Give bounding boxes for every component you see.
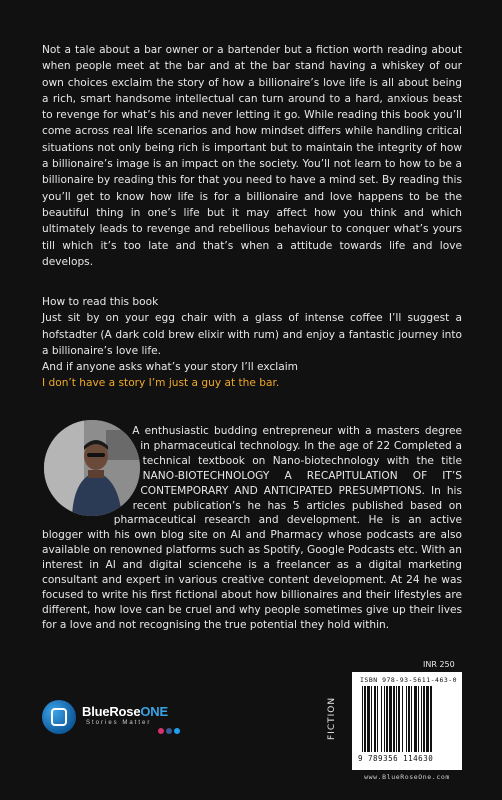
barcode-bar xyxy=(377,686,378,752)
publisher-tagline: Stories Matter xyxy=(86,720,152,726)
barcode-bar xyxy=(421,686,422,752)
barcode-bar xyxy=(367,686,370,752)
barcode-bar xyxy=(423,686,425,752)
how-to-read-body: Just sit by on your egg chair with a glass of intense coffee I’ll suggest a hofstadter (A dark cold brew elixir with rum) and enjoy a fantastic journey into a billionaire’s love life. xyxy=(42,312,462,357)
barcode-bar xyxy=(384,686,385,752)
bar-quote: I don’t have a story I’m just a guy at the bar. xyxy=(42,377,280,390)
barcode-bar xyxy=(362,686,363,752)
instagram-icon xyxy=(158,728,164,734)
author-bio xyxy=(42,424,462,633)
twitter-icon xyxy=(174,728,180,734)
isbn-label: ISBN 978-93-5611-463-0 xyxy=(360,676,458,684)
barcode-bar xyxy=(414,686,417,752)
isbn-digits: 9 789356 114630 xyxy=(358,754,434,763)
publisher-name-one: ONE xyxy=(140,704,168,719)
back-cover-blurb: Not a tale about a bar owner or a bartender but a fiction worth reading about when people meet at the bar and at the bar stand having a whiskey of our own choices exclaim the story of how a billionaire’s love life is all about being a rich, smart handsome intellectual can turn around to a hard, anxious beast to revenge for what’s his and never letting it go. While reading this book you’ll come across real life scenarios and how mindset differs while handling critical situations not only being rich is important but to maintain the integrity of how a billionaire’s image is an impact on the society. You’ll not learn to how to be a billionaire by reading this for that you need to have a mind set. By reading this you’ll get to know how life is for a billionaire and love happens to be the beautiful thing in one’s life but it may affect how you think and which ultimately leads to revenge and rebellious behaviour to conquer what’s yours till which it’s too late and that’s when a attitude towards life and love develops. xyxy=(42,44,462,268)
barcode-bar xyxy=(393,686,395,752)
barcode-bar xyxy=(364,686,366,752)
publisher-website: www.BlueRoseOne.com xyxy=(364,773,450,781)
photo-wrap-spacer xyxy=(42,424,146,514)
barcode-bar xyxy=(374,686,376,752)
publisher-name-main: BlueRose xyxy=(82,704,141,719)
barcode-bar xyxy=(381,686,382,752)
bluerose-logo-icon xyxy=(42,700,76,734)
barcode-bar xyxy=(396,686,397,752)
how-to-read-section xyxy=(42,294,462,392)
barcode-bar xyxy=(418,686,419,752)
barcode-bar xyxy=(408,686,410,752)
facebook-icon xyxy=(166,728,172,734)
how-to-read-ask: And if anyone asks what’s your story I’ll exclaim xyxy=(42,361,298,374)
social-icons xyxy=(158,728,180,734)
isbn-barcode xyxy=(352,672,462,770)
publisher-name xyxy=(82,704,168,719)
publisher-logo xyxy=(42,698,182,738)
barcode-bar xyxy=(371,686,372,752)
barcode-bar xyxy=(402,686,403,752)
price-label: INR 250 xyxy=(423,660,455,669)
barcode-bar xyxy=(386,686,388,752)
barcode-bar xyxy=(406,686,407,752)
barcode-bar xyxy=(430,686,432,752)
genre-label: FICTION xyxy=(327,696,337,740)
how-to-read-heading: How to read this book xyxy=(42,296,159,308)
barcode-bar xyxy=(411,686,412,752)
barcode-bar xyxy=(426,686,429,752)
barcode-bar xyxy=(398,686,400,752)
barcode-bars xyxy=(358,686,456,754)
author-bio-text: A enthusiastic budding entrepreneur with a masters degree in pharmaceutical technology. In the age of 22 Completed a technical textbook on Nano-biotechnology with the title NANO-BIOTECHNOLOGY A RECAPITULATION OF IT’S CONTEMPORARY AND ANTICIPATED PRESUMPTIONS. In his recent publication’s he has 5 articles published based on pharmaceutical research and development. He is an active blogger with his own blog site on AI and Pharmacy whose podcasts are also available on renowned platforms such as Spotify, Google Podcasts etc. With an interest in AI and digital sciencehe is a freelancer as a digital marketing consultant and expert in various creative content development. At 24 he was focused to write his first fictional about how billionaires and their lifestyles are different, how love can be cruel and why people sometimes give up their lives for a love and not recognising the true potential they hold within. xyxy=(42,425,462,631)
barcode-bar xyxy=(389,686,392,752)
